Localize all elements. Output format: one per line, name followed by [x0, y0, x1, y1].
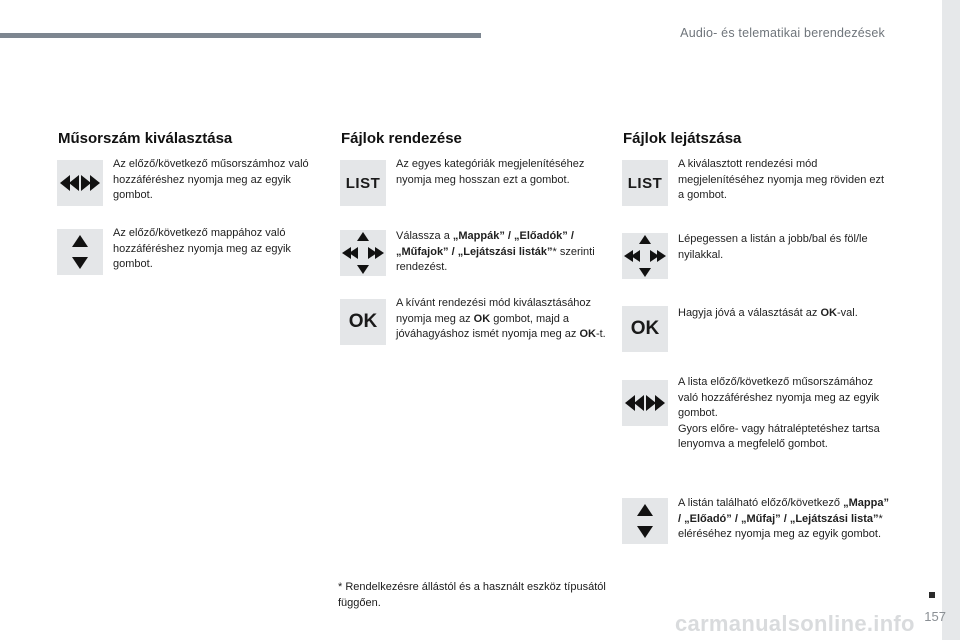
ok-button-label: OK: [630, 318, 660, 339]
text-fragment: A listán található előző/következő: [678, 497, 844, 509]
footnote-marker: *: [338, 581, 343, 593]
column-title-track-selection: Műsorszám kiválasztása: [58, 130, 233, 147]
description-list-short-press: A kiválasztott rendezési mód megjelenítéséhez nyomja meg röviden ezt a gombot.: [678, 158, 885, 201]
footnote-text: Rendelkezésre állástól és a használt eszköz típusától függően.: [338, 581, 606, 609]
text-fragment: Hagyja jóvá a választását az: [678, 307, 821, 319]
header-bar: [0, 33, 481, 38]
text-fragment: -val.: [836, 307, 858, 319]
column-title-sort-files: Fájlok rendezése: [341, 130, 462, 147]
watermark: carmanualsonline.info: [675, 611, 915, 636]
four-way-arrows-icon: [342, 232, 384, 274]
list-button: [622, 160, 668, 206]
list-button: [340, 160, 386, 206]
four-way-button: [622, 233, 668, 279]
prev-next-track-button: [57, 160, 103, 206]
prev-next-list-item-button: [622, 498, 668, 544]
ok-button: [622, 306, 668, 352]
ok-word: OK: [820, 307, 837, 319]
prev-next-folder-button: [57, 229, 103, 275]
arrow-up-down-icon: [72, 235, 88, 269]
description-select-sort: [396, 229, 608, 276]
ok-word: OK: [473, 312, 491, 325]
ok-word: OK: [579, 328, 596, 340]
text-fragment: * szerinti rendezést.: [396, 245, 595, 273]
description-list-prev-next-item: [678, 496, 890, 543]
list-button-label: LIST: [627, 174, 663, 192]
column-title-play-files: Fájlok lejátszása: [623, 130, 742, 147]
prev-next-track-button: [622, 380, 668, 426]
list-options: „Mappa” / „Előadó” / „Műfaj” / „Lejátszási lista”: [678, 497, 889, 525]
text-fragment: Válassza a: [396, 230, 453, 242]
sort-options: „Mappák” / „Előadók” / „Műfajok” / „Lejátszási listák”: [396, 230, 574, 258]
page-number: 157: [924, 609, 946, 624]
page-dot-marker: [929, 592, 935, 598]
double-arrow-left-right-icon: [60, 173, 100, 193]
description-list-long-press: Az egyes kategóriák megjelenítéséhez nyomja meg hosszan ezt a gombot.: [396, 158, 585, 186]
page-edge-strip: [942, 0, 960, 640]
description-prev-next-folder: Az előző/következő mappához való hozzáféréshez nyomja meg az egyik gombot.: [113, 227, 291, 270]
double-arrow-left-right-icon: [625, 393, 665, 413]
description-list-prev-next-track: A lista előző/következő műsorszámához való hozzáféréshez nyomja meg az egyik gombot. Gyors előre- vagy hátraléptetéshez tartsa lenyomva a megfelelő gombot.: [678, 376, 880, 450]
description-confirm-selection: [678, 306, 890, 322]
text-fragment: gombot, majd a jóváhagyáshoz ismét nyomja meg az: [396, 312, 580, 340]
description-confirm-sort: [396, 296, 608, 343]
text-fragment: A kívánt rendezési mód kiválasztásához nyomja meg az: [396, 297, 592, 325]
description-prev-next-track: Az előző/következő műsorszámhoz való hozzáféréshez nyomja meg az egyik gombot.: [113, 158, 309, 201]
list-button-label: LIST: [345, 174, 381, 192]
description-navigate-list: Lépegessen a listán a jobb/bal és föl/le nyilakkal.: [678, 233, 868, 261]
text-fragment: * eléréséhez nyomja meg az egyik gombot.: [678, 512, 883, 540]
ok-button: [340, 299, 386, 345]
header-title: Audio- és telematikai berendezések: [680, 26, 885, 40]
four-way-button: [340, 230, 386, 276]
ok-button-label: OK: [348, 311, 378, 332]
arrow-up-down-icon: [637, 504, 653, 538]
text-fragment: -t.: [595, 328, 606, 340]
four-way-arrows-icon: [624, 235, 666, 277]
footnote: [338, 580, 608, 611]
